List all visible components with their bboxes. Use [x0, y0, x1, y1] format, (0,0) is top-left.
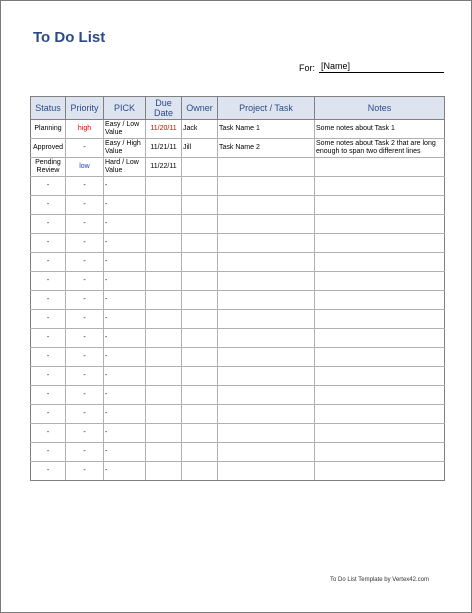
pick-cell[interactable]: -	[104, 310, 146, 329]
notes-cell[interactable]	[315, 329, 445, 348]
column-header-notes: Notes	[315, 97, 445, 120]
table-row	[31, 462, 445, 481]
column-header-project-task: Project / Task	[218, 97, 315, 120]
column-header-owner: Owner	[182, 97, 218, 120]
owner-cell[interactable]	[182, 329, 218, 348]
table-row	[31, 405, 445, 424]
priority-cell[interactable]: -	[66, 253, 104, 272]
pick-cell[interactable]: Easy / High Value	[104, 139, 146, 158]
task-cell[interactable]	[218, 310, 315, 329]
pick-cell[interactable]: -	[104, 177, 146, 196]
due-date-cell[interactable]	[146, 291, 182, 310]
due-date-cell[interactable]: 11/20/11	[146, 120, 182, 139]
table-row	[31, 329, 445, 348]
priority-cell[interactable]: -	[66, 424, 104, 443]
status-cell[interactable]: Approved	[31, 139, 66, 158]
owner-cell[interactable]	[182, 348, 218, 367]
priority-cell[interactable]: -	[66, 405, 104, 424]
header-row	[31, 97, 445, 120]
task-cell[interactable]	[218, 462, 315, 481]
task-cell[interactable]	[218, 329, 315, 348]
status-cell[interactable]: -	[31, 310, 66, 329]
table-row	[31, 139, 445, 158]
pick-cell[interactable]: -	[104, 367, 146, 386]
for-name-value[interactable]: [Name]	[319, 61, 444, 73]
priority-cell[interactable]: low	[66, 158, 104, 177]
status-cell[interactable]: -	[31, 367, 66, 386]
priority-cell[interactable]: -	[66, 177, 104, 196]
priority-cell[interactable]: -	[66, 272, 104, 291]
priority-cell[interactable]: high	[66, 120, 104, 139]
due-date-cell[interactable]	[146, 443, 182, 462]
task-cell[interactable]: Task Name 1	[218, 120, 315, 139]
priority-cell[interactable]: -	[66, 215, 104, 234]
owner-cell[interactable]	[182, 367, 218, 386]
notes-cell[interactable]	[315, 196, 445, 215]
due-date-cell[interactable]	[146, 386, 182, 405]
footer-credit: To Do List Template by Vertex42.com	[330, 577, 429, 583]
priority-cell[interactable]: -	[66, 196, 104, 215]
owner-cell[interactable]: Jill	[182, 139, 218, 158]
todo-body	[31, 120, 445, 481]
task-cell[interactable]	[218, 348, 315, 367]
task-cell[interactable]	[218, 367, 315, 386]
status-cell[interactable]: -	[31, 177, 66, 196]
status-cell[interactable]: Planning	[31, 120, 66, 139]
owner-cell[interactable]	[182, 405, 218, 424]
notes-cell[interactable]	[315, 177, 445, 196]
due-date-cell[interactable]	[146, 253, 182, 272]
status-cell[interactable]: -	[31, 424, 66, 443]
task-cell[interactable]	[218, 443, 315, 462]
owner-cell[interactable]	[182, 443, 218, 462]
table-row	[31, 234, 445, 253]
for-label: For:	[299, 63, 316, 73]
due-date-cell[interactable]	[146, 367, 182, 386]
table-row	[31, 177, 445, 196]
pick-cell[interactable]: -	[104, 196, 146, 215]
column-header-status: Status	[31, 97, 66, 120]
due-date-cell[interactable]	[146, 424, 182, 443]
column-header-priority: Priority	[66, 97, 104, 120]
table-row	[31, 348, 445, 367]
pick-cell[interactable]: -	[104, 405, 146, 424]
notes-cell[interactable]	[315, 424, 445, 443]
pick-cell[interactable]: -	[104, 215, 146, 234]
notes-cell[interactable]	[315, 443, 445, 462]
pick-cell[interactable]: -	[104, 424, 146, 443]
pick-cell[interactable]: -	[104, 348, 146, 367]
pick-cell[interactable]: -	[104, 234, 146, 253]
task-cell[interactable]	[218, 158, 315, 177]
due-date-cell[interactable]	[146, 310, 182, 329]
priority-cell[interactable]: -	[66, 139, 104, 158]
notes-cell[interactable]	[315, 310, 445, 329]
notes-cell[interactable]: Some notes about Task 2 that are long enough to span two different lines	[315, 139, 445, 158]
pick-cell[interactable]: -	[104, 253, 146, 272]
table-row	[31, 158, 445, 177]
status-cell[interactable]: -	[31, 215, 66, 234]
status-cell[interactable]: -	[31, 272, 66, 291]
priority-cell[interactable]: -	[66, 386, 104, 405]
notes-cell[interactable]	[315, 215, 445, 234]
owner-cell[interactable]	[182, 196, 218, 215]
table-row	[31, 291, 445, 310]
task-cell[interactable]	[218, 386, 315, 405]
due-date-cell[interactable]	[146, 405, 182, 424]
due-date-cell[interactable]	[146, 177, 182, 196]
status-cell[interactable]: -	[31, 196, 66, 215]
task-cell[interactable]	[218, 234, 315, 253]
status-cell[interactable]: -	[31, 462, 66, 481]
table-row	[31, 310, 445, 329]
table-row	[31, 196, 445, 215]
due-date-cell[interactable]: 11/21/11	[146, 139, 182, 158]
for-field	[299, 61, 444, 73]
table-row	[31, 272, 445, 291]
table-row	[31, 253, 445, 272]
notes-cell[interactable]	[315, 405, 445, 424]
status-cell[interactable]: -	[31, 253, 66, 272]
table-row	[31, 120, 445, 139]
priority-cell[interactable]: -	[66, 310, 104, 329]
status-cell[interactable]: -	[31, 405, 66, 424]
todo-table	[30, 96, 445, 481]
priority-cell[interactable]: -	[66, 329, 104, 348]
owner-cell[interactable]	[182, 215, 218, 234]
column-header-due-date: Due Date	[146, 97, 182, 120]
due-date-cell[interactable]	[146, 462, 182, 481]
pick-cell[interactable]: -	[104, 272, 146, 291]
notes-cell[interactable]	[315, 272, 445, 291]
notes-cell[interactable]	[315, 367, 445, 386]
task-cell[interactable]	[218, 405, 315, 424]
owner-cell[interactable]	[182, 272, 218, 291]
owner-cell[interactable]	[182, 234, 218, 253]
owner-cell[interactable]	[182, 424, 218, 443]
page-title: To Do List	[33, 29, 106, 46]
table-row	[31, 386, 445, 405]
pick-cell[interactable]: -	[104, 443, 146, 462]
status-cell[interactable]: -	[31, 348, 66, 367]
due-date-cell[interactable]	[146, 234, 182, 253]
column-header-pick: PICK	[104, 97, 146, 120]
priority-cell[interactable]: -	[66, 348, 104, 367]
owner-cell[interactable]	[182, 158, 218, 177]
due-date-cell[interactable]	[146, 215, 182, 234]
task-cell[interactable]	[218, 177, 315, 196]
due-date-cell[interactable]	[146, 196, 182, 215]
due-date-cell[interactable]: 11/22/11	[146, 158, 182, 177]
pick-cell[interactable]: -	[104, 386, 146, 405]
task-cell[interactable]	[218, 215, 315, 234]
notes-cell[interactable]	[315, 386, 445, 405]
status-cell[interactable]: -	[31, 329, 66, 348]
notes-cell[interactable]	[315, 158, 445, 177]
task-cell[interactable]	[218, 424, 315, 443]
owner-cell[interactable]	[182, 291, 218, 310]
pick-cell[interactable]: -	[104, 291, 146, 310]
status-cell[interactable]: -	[31, 291, 66, 310]
task-cell[interactable]	[218, 253, 315, 272]
owner-cell[interactable]	[182, 253, 218, 272]
task-cell[interactable]	[218, 291, 315, 310]
table-row	[31, 215, 445, 234]
notes-cell[interactable]	[315, 253, 445, 272]
task-cell[interactable]: Task Name 2	[218, 139, 315, 158]
notes-cell[interactable]	[315, 462, 445, 481]
status-cell[interactable]: -	[31, 234, 66, 253]
status-cell[interactable]: Pending Review	[31, 158, 66, 177]
owner-cell[interactable]: Jack	[182, 120, 218, 139]
status-cell[interactable]: -	[31, 386, 66, 405]
owner-cell[interactable]	[182, 386, 218, 405]
owner-cell[interactable]	[182, 177, 218, 196]
task-cell[interactable]	[218, 272, 315, 291]
owner-cell[interactable]	[182, 462, 218, 481]
owner-cell[interactable]	[182, 310, 218, 329]
priority-cell[interactable]: -	[66, 234, 104, 253]
priority-cell[interactable]: -	[66, 367, 104, 386]
priority-cell[interactable]: -	[66, 443, 104, 462]
pick-cell[interactable]: Easy / Low Value	[104, 120, 146, 139]
table-row	[31, 443, 445, 462]
notes-cell[interactable]	[315, 348, 445, 367]
table-row	[31, 424, 445, 443]
notes-cell[interactable]: Some notes about Task 1	[315, 120, 445, 139]
notes-cell[interactable]	[315, 291, 445, 310]
due-date-cell[interactable]	[146, 272, 182, 291]
status-cell[interactable]: -	[31, 443, 66, 462]
pick-cell[interactable]: Hard / Low Value	[104, 158, 146, 177]
pick-cell[interactable]: -	[104, 329, 146, 348]
priority-cell[interactable]: -	[66, 291, 104, 310]
table-row	[31, 367, 445, 386]
priority-cell[interactable]: -	[66, 462, 104, 481]
pick-cell[interactable]: -	[104, 462, 146, 481]
notes-cell[interactable]	[315, 234, 445, 253]
task-cell[interactable]	[218, 196, 315, 215]
due-date-cell[interactable]	[146, 348, 182, 367]
due-date-cell[interactable]	[146, 329, 182, 348]
